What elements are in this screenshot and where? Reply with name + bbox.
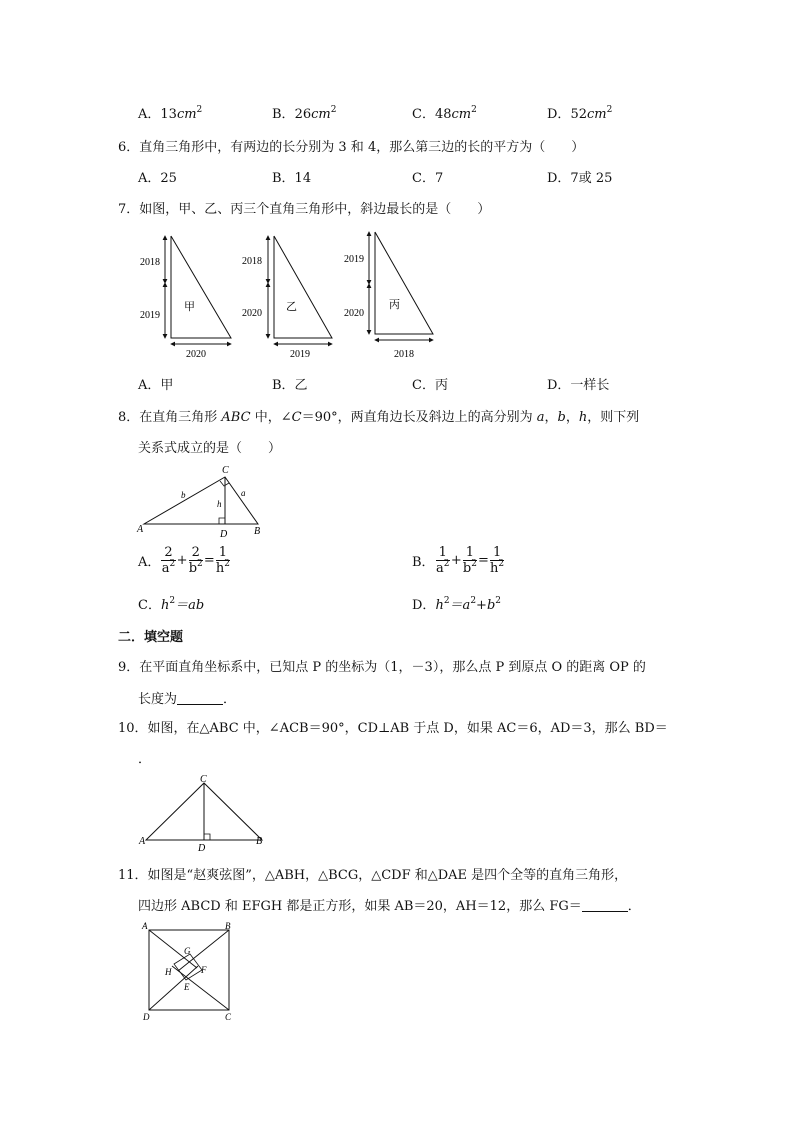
q11-stem-line2: 四边形 ABCD 和 EFGH 都是正方形，如果 AB＝20，AH＝12，那么 FG＝ ． — [138, 899, 641, 914]
q5-option-d: D．$52cm^2$ — [547, 105, 613, 122]
yi-base-label: 2019 — [290, 349, 310, 360]
q8-label-d: D — [220, 529, 228, 540]
q11-stem-line1: 11．如图是“赵爽弦图”，△ABH，△BCG，△CDF 和△DAE 是四个全等的直角三角形， — [118, 868, 628, 883]
q9-stem-line2: 长度为 ． — [138, 692, 237, 707]
q6-option-d: D．7或 25 — [547, 171, 613, 186]
q8-label-c: C — [222, 465, 229, 476]
q9-answer-blank[interactable] — [177, 692, 223, 705]
q10-label-c: C — [200, 774, 207, 785]
q10-stem-line1: 10．如图，在△ABC 中，∠ACB＝90°，CD⊥AB 于点 D，如果 AC＝6，AD＝3，那么 BD＝ — [118, 721, 668, 736]
q6-option-b: B．14 — [272, 171, 312, 186]
triangle-bing — [344, 232, 433, 360]
q8-option-b: B． $\frac{1}{a^2}$ + $\frac{1}{b^2}$ = $\frac{1}{h^2}$ — [412, 545, 505, 576]
bing-top-label: 2019 — [344, 254, 364, 265]
q8-height-h: h — [217, 499, 222, 509]
q11-label-g: G — [184, 946, 191, 956]
q11-label-d: D — [143, 1012, 150, 1022]
yi-bottom-label: 2020 — [242, 308, 262, 319]
yi-name: 乙 — [286, 301, 297, 313]
q11-label-e: E — [184, 982, 190, 992]
q11-label-c: C — [225, 1012, 232, 1022]
jia-name: 甲 — [184, 301, 195, 313]
q10-figure — [136, 770, 276, 852]
q8-side-b: b — [181, 490, 186, 500]
q6-option-a: A．25 — [138, 171, 177, 186]
q11-label-b: B — [225, 921, 231, 931]
q11-zhaoshuang-figure — [138, 918, 243, 1023]
q10-label-b: B — [256, 836, 263, 847]
q8-label-b: B — [254, 526, 261, 537]
q7-option-c: C．丙 — [412, 378, 448, 393]
jia-bottom-label: 2019 — [140, 310, 160, 321]
q8-label-a: A — [137, 524, 144, 535]
q10-label-d: D — [198, 843, 206, 852]
q8-option-a: A． $\frac{2}{a^2}$ + $\frac{2}{b^2}$ = $\frac{1}{h^2}$ — [138, 545, 230, 576]
q11-label-f: F — [201, 965, 207, 975]
jia-top-label: 2018 — [140, 257, 160, 268]
q10-stem-line2: ． — [138, 752, 152, 767]
q11-label-a: A — [142, 921, 148, 931]
q7-stem: 7．如图，甲、乙、丙三个直角三角形中，斜边最长的是（ ） — [118, 202, 491, 217]
q8-stem-line1: 8．在直角三角形 ABC 中，∠C＝90°，两直角边长及斜边上的高分别为 a，b，h，则下列 — [118, 410, 640, 425]
q8-side-a: a — [241, 488, 246, 498]
q7-option-b: B．乙 — [272, 378, 308, 393]
q11-label-h: H — [165, 967, 172, 977]
q8-figure — [136, 462, 266, 540]
triangle-yi — [242, 236, 332, 360]
q5-option-c: C．$48cm^2$ — [412, 105, 477, 122]
bing-name: 丙 — [389, 299, 400, 311]
q8-stem-line2: 关系式成立的是（ ） — [138, 441, 282, 456]
section-fill-in-title: 二．填空题 — [118, 630, 184, 645]
yi-top-label: 2018 — [242, 256, 262, 267]
q10-label-a: A — [139, 836, 146, 847]
q6-option-c: C．7 — [412, 171, 444, 186]
q7-option-a: A．甲 — [138, 378, 174, 393]
q9-stem-line1: 9．在平面直角坐标系中，已知点 P 的坐标为（1，－3），那么点 P 到原点 O 的距离 OP 的 — [118, 660, 646, 675]
triangle-jia — [140, 236, 231, 360]
q5-option-b: B．$26cm^2$ — [272, 105, 337, 122]
q8-option-c: C．$h^2=ab$ — [138, 596, 205, 613]
jia-base-label: 2020 — [186, 349, 206, 360]
q7-option-d: D．一样长 — [547, 378, 610, 393]
q11-answer-blank[interactable] — [582, 899, 628, 912]
bing-bottom-label: 2020 — [344, 308, 364, 319]
q6-stem: 6．直角三角形中，有两边的长分别为 3 和 4，那么第三边的长的平方为（ ） — [118, 140, 585, 155]
bing-base-label: 2018 — [394, 349, 414, 360]
q5-option-a: A．$13cm^2$ — [138, 105, 203, 122]
q8-option-d: D．$h^2=a^2+b^2$ — [412, 596, 501, 613]
q7-figure — [136, 228, 446, 363]
